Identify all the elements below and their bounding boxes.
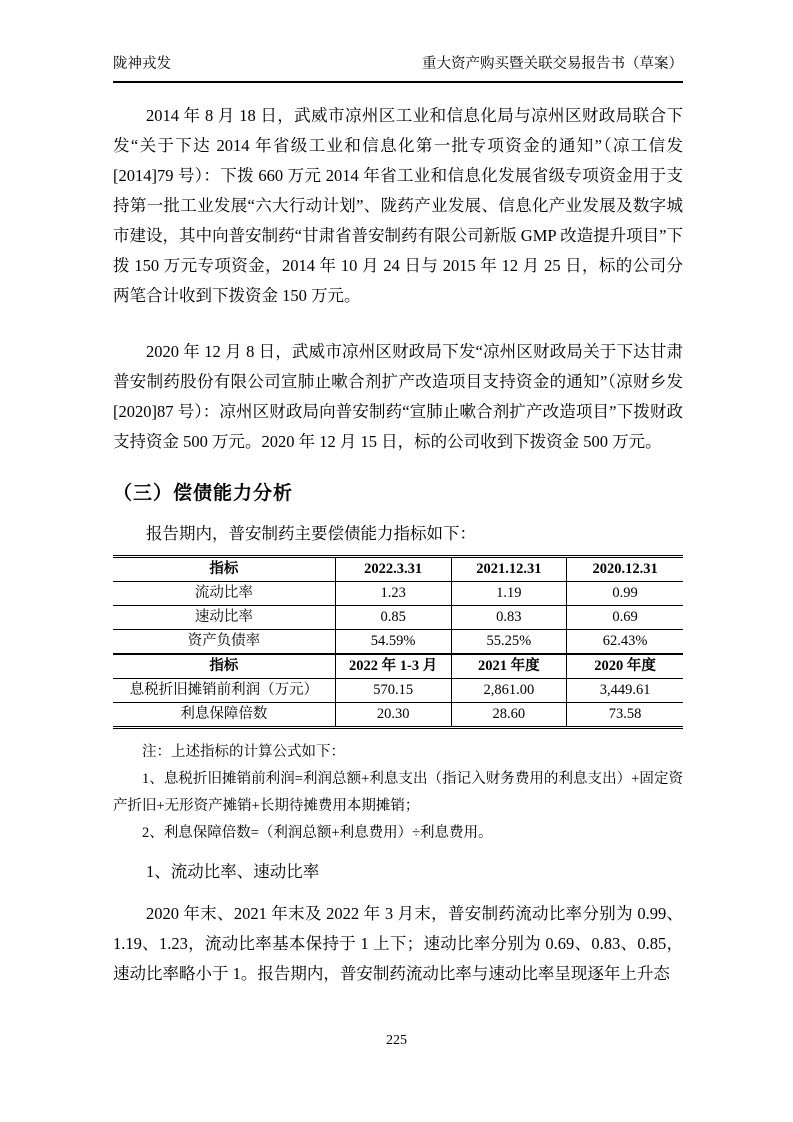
table-header-row-2 bbox=[113, 654, 683, 679]
solvency-indicators-table bbox=[113, 555, 683, 729]
subsection-heading-ratios: 1、流动比率、速动比率 bbox=[146, 862, 320, 881]
table-header-cell: 指标 bbox=[209, 561, 239, 577]
paragraph-funding-2014: 2014 年 8 月 18 日，武威市凉州区工业和信息化局与凉州区财政局联合下发“关于下达 2014 年省级工业和信息化第一批专项资金的通知”（凉工信发[2014]79 号）：下拨 660 万元 2014 年省工业和信息化发展省级专项资金用于支持第一批工业发展“六大行动计划”、陇药产业发展、信息化产业发展及数字城市建设，其中向普安制药“甘肃省普安制药有限公司新版 GMP 改造提升项目”下拨 150 万元专项资金，2014 年 10 月 24 日与 2015 年 12 月 25 日，标的公司分两笔合计收到下拨资金 150 万元。 bbox=[113, 106, 684, 305]
table-cell: 0.83 bbox=[451, 606, 567, 630]
table-cell: 1.19 bbox=[451, 582, 567, 606]
table-cell: 54.59% bbox=[335, 630, 451, 655]
table-row-quick-ratio bbox=[113, 606, 683, 630]
paragraph-funding-2020: 2020 年 12 月 8 日，武威市凉州区财政局下发“凉州区财政局关于下达甘肃普安制药股份有限公司宣肺止嗽合剂扩产改造项目支持资金的通知”（凉财乡发[2020]87 号）：凉州区财政局向普安制药“宣肺止嗽合剂扩产改造项目”下拨财政支持资金 500 万元。2020 年 12 月 15 日，标的公司收到下拨资金 500 万元。 bbox=[113, 342, 683, 451]
table-cell: 1.23 bbox=[335, 582, 451, 606]
table-row-ebitda bbox=[113, 679, 683, 703]
table-header-cell: 指标 bbox=[113, 654, 335, 679]
table-cell: 0.69 bbox=[567, 606, 683, 630]
note-label: 注：上述指标的计算公式如下： bbox=[142, 744, 345, 760]
table-cell: 3,449.61 bbox=[567, 679, 683, 703]
paragraph-ratio-analysis: 2020 年末、2021 年末及 2022 年 3 月末，普安制药流动比率分别为 0.99、1.19、1.23，流动比率基本保持于 1 上下；速动比率分别为 0.69、0.83、0.85，速动比率略小于 1。报告期内，普安制药流动比率与速动比率呈现逐年上升态 bbox=[113, 904, 683, 983]
page-number: 225 bbox=[386, 1033, 407, 1048]
table-intro-text: 报告期内，普安制药主要偿债能力指标如下： bbox=[146, 524, 476, 543]
table-cell: 62.43% bbox=[567, 630, 683, 655]
table-cell: 55.25% bbox=[451, 630, 567, 655]
table-cell: 速动比率 bbox=[113, 606, 335, 630]
table-cell: 28.60 bbox=[451, 703, 567, 728]
table-row-interest-coverage bbox=[113, 703, 683, 728]
table-cell: 流动比率 bbox=[113, 582, 335, 606]
company-name: 陇神戎发 bbox=[113, 56, 171, 72]
table-cell: 息税折旧摊销前利润（万元） bbox=[113, 679, 335, 703]
table-cell: 20.30 bbox=[335, 703, 451, 728]
table-cell: 利息保障倍数 bbox=[113, 703, 335, 728]
table-header-cell: 2021.12.31 bbox=[451, 557, 567, 582]
note-item-ebitda-formula: 1、息税折旧摊销前利润=利润总额+利息支出（指记入财务费用的利息支出）+固定资产折旧+无形资产摊销+长期待摊费用本期摊销； bbox=[113, 771, 683, 814]
table-cell: 资产负债率 bbox=[113, 630, 335, 655]
table-cell: 73.58 bbox=[567, 703, 683, 728]
report-title: 重大资产购买暨关联交易报告书（草案） bbox=[422, 56, 683, 72]
table-row-debt-ratio bbox=[113, 630, 683, 655]
table-row-current-ratio bbox=[113, 582, 683, 606]
table-cell: 570.15 bbox=[335, 679, 451, 703]
table-header-cell: 2020 年度 bbox=[567, 654, 683, 679]
page-header bbox=[113, 55, 683, 83]
table-cell: 2,861.00 bbox=[451, 679, 567, 703]
note-item-interest-formula: 2、利息保障倍数=（利润总额+利息费用）÷利息费用。 bbox=[142, 825, 493, 841]
table-header-cell: 2021 年度 bbox=[451, 654, 567, 679]
table-header-cell: 2022.3.31 bbox=[335, 557, 451, 582]
table-header-cell: 2022 年 1-3 月 bbox=[335, 654, 451, 679]
section-heading-solvency: （三）偿债能力分析 bbox=[113, 483, 294, 504]
table-header-row-1 bbox=[113, 557, 683, 582]
table-cell: 0.99 bbox=[567, 582, 683, 606]
table-cell: 0.85 bbox=[335, 606, 451, 630]
table-header-cell: 2020.12.31 bbox=[567, 557, 683, 582]
